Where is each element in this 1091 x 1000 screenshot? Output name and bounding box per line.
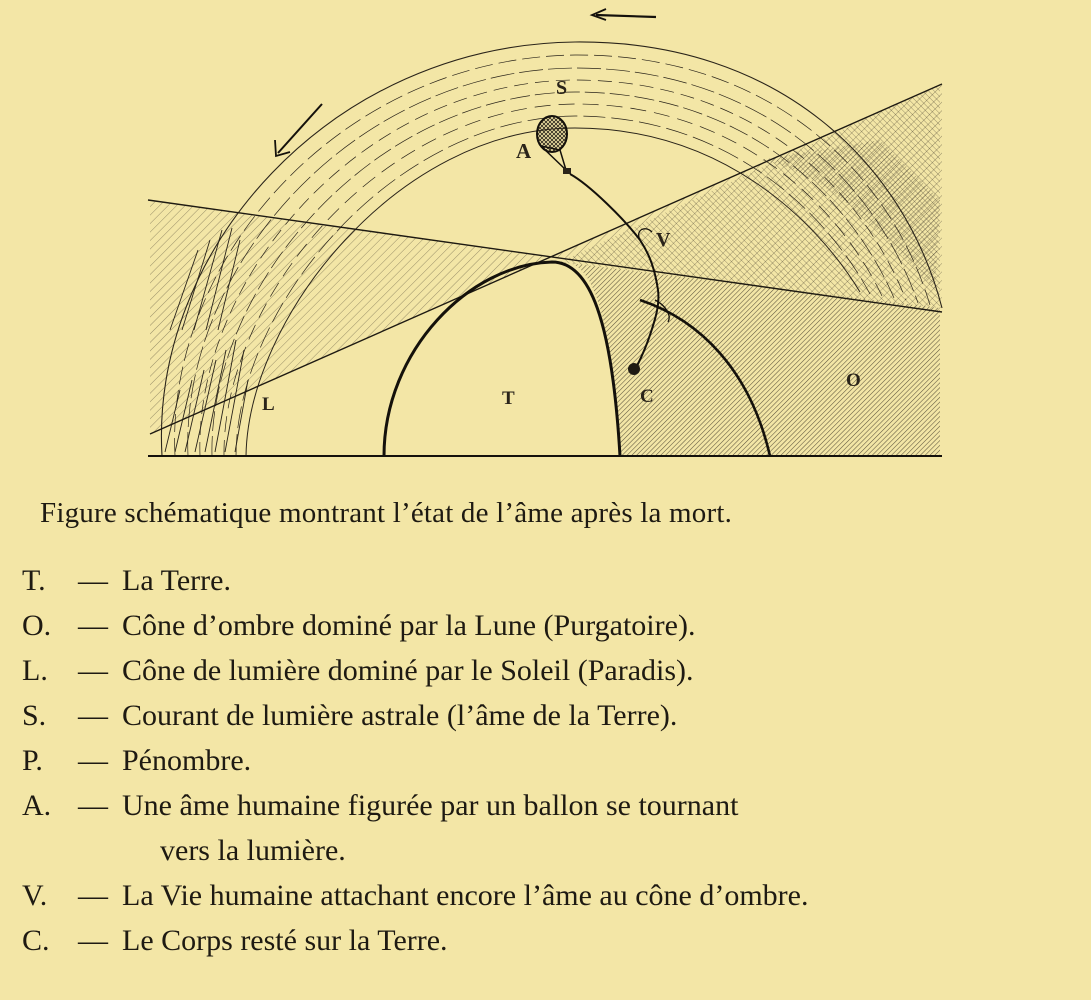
legend-dash: — [78, 654, 108, 687]
label-a: A [516, 139, 532, 163]
diagram-figure [0, 0, 1091, 490]
legend-item-o [22, 603, 1072, 648]
legend-item-v [22, 873, 1072, 918]
legend-key: S. [22, 699, 47, 732]
legend-text: La Vie humaine attachant encore l’âme au cône d’ombre. [122, 879, 809, 912]
legend-item-c [22, 918, 1072, 963]
legend-item-p [22, 738, 1072, 783]
legend-item-s [22, 693, 1072, 738]
legend-dash: — [78, 744, 108, 777]
legend-text: Courant de lumière astrale (l’âme de la Terre). [122, 699, 678, 732]
figure-caption: Figure schématique montrant l’état de l’âme après la mort. [40, 497, 733, 529]
legend-dash: — [78, 924, 108, 957]
legend [22, 558, 1072, 963]
legend-text: La Terre. [122, 564, 231, 597]
legend-key: O. [22, 609, 52, 642]
legend-text: Une âme humaine figurée par un ballon se tournant [122, 789, 739, 822]
legend-item-a [22, 783, 1072, 828]
legend-key: C. [22, 924, 50, 957]
legend-key: A. [22, 789, 52, 822]
legend-text: Cône de lumière dominé par le Soleil (Paradis). [122, 654, 694, 687]
label-v: V [656, 229, 671, 251]
legend-key: P. [22, 744, 43, 777]
legend-continuation: vers la lumière. [160, 834, 346, 867]
arrow-top [592, 9, 656, 20]
label-s: S [556, 77, 568, 99]
legend-key: V. [22, 879, 48, 912]
body-node [628, 363, 640, 375]
legend-item-l [22, 648, 1072, 693]
legend-item-t [22, 558, 1072, 603]
label-c: C [640, 386, 654, 407]
legend-text: Cône d’ombre dominé par la Lune (Purgatoire). [122, 609, 696, 642]
legend-key: T. [22, 564, 46, 597]
legend-dash: — [78, 609, 108, 642]
soul-balloon [537, 116, 571, 174]
legend-dash: — [78, 564, 108, 597]
label-t: T [502, 388, 515, 409]
legend-text: Le Corps resté sur la Terre. [122, 924, 448, 957]
legend-dash: — [78, 699, 108, 732]
label-l: L [262, 394, 275, 415]
legend-text: Pénombre. [122, 744, 252, 777]
label-o: O [846, 370, 861, 391]
legend-key: L. [22, 654, 48, 687]
legend-dash: — [78, 879, 108, 912]
legend-dash: — [78, 789, 108, 822]
